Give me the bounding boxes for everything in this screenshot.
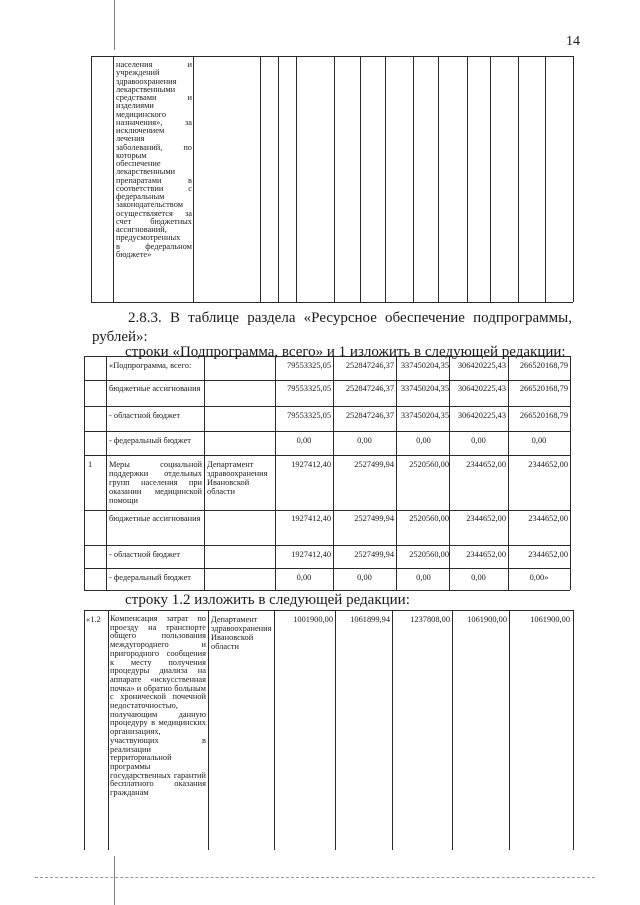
value-cell: 1927412,40 (291, 550, 331, 559)
value-cell: 337450204,35 (400, 411, 449, 420)
value-cell: 1001900,00 (293, 615, 333, 624)
value-cell: 2520560,00 (409, 514, 449, 523)
table-cell-line: медицинского (116, 109, 167, 119)
value-cell: 2344652,00 (528, 550, 568, 559)
value-cell: 0,00 (296, 436, 312, 445)
value-cell: 0,00 (357, 573, 372, 582)
value-cell: 79553325,05 (287, 361, 331, 370)
value-cell: 1061899,94 (350, 615, 390, 624)
table-cell-line: ассигнований, (116, 225, 167, 234)
table-cell-line: федеральным (116, 192, 165, 201)
value-cell: 1061900,00 (467, 615, 507, 624)
value-cell: 2344652,00 (466, 550, 506, 559)
value-cell: 79553325,05 (287, 411, 331, 420)
row-name: - федеральный бюджет (109, 436, 191, 445)
row-name: бюджетные ассигнования (109, 384, 201, 393)
scan-artifact (114, 856, 115, 905)
row-number: «1.2 (86, 615, 101, 624)
value-cell: 337450204,35 (400, 361, 449, 370)
table-cell-line: осуществляется за (116, 208, 192, 218)
value-cell: 2344652,00 (466, 460, 506, 469)
value-cell: 2527499,94 (354, 550, 394, 559)
value-cell: 2344652,00 (466, 514, 506, 523)
value-cell: 2527499,94 (354, 514, 394, 523)
paragraph-line-3: строку 1.2 изложить в следующей редакции: (125, 592, 410, 608)
paragraph-line-1-cont: рублей»: (92, 329, 148, 345)
table-cell-line: бюджете» (116, 249, 152, 259)
value-cell: 252847246,37 (345, 411, 394, 420)
value-cell: 79553325,05 (287, 384, 331, 393)
value-cell: 1061900,00 (530, 615, 570, 624)
table-cell-line: которым (116, 150, 147, 160)
table-cell-line: учреждений (116, 68, 160, 78)
paragraph (92, 309, 572, 347)
table-cell-line: обеспечение (116, 159, 161, 168)
value-cell: 0,00 (416, 573, 431, 582)
value-cell: 252847246,37 (345, 361, 394, 370)
row-name: - областной бюджет (109, 411, 181, 420)
row-name: «Подпрограмма, всего: (109, 361, 192, 370)
table-cell-line: лекарственными (116, 167, 176, 177)
value-cell: 266520168,79 (519, 361, 568, 370)
table-cell-line: населения и (116, 60, 192, 69)
row-name: - федеральный бюджет (109, 573, 191, 582)
value-cell: 0,00 (471, 573, 486, 582)
row-executor: Департамент здравоохранения Ивановской области (207, 460, 268, 496)
table-cell-line: в федеральном (116, 241, 192, 251)
value-cell: 0,00 (416, 436, 431, 445)
table-cell-line: счет бюджетных (116, 216, 192, 226)
table-cell-line: средствами и (116, 93, 192, 102)
row-number: 1 (88, 460, 93, 469)
value-cell: 0,00 (296, 573, 312, 582)
value-cell: 0,00 (531, 436, 547, 445)
row-name: Компенсация затрат по проезду на транспорте общего пользования междугороднего и пригородного сообщения к месту получения процедуры диализа на аппарате «искусственная почка» и обратно больным с хронической почечной недостаточностью, получающим данную процедуру в медицинских организациях, участвующих в реализации территориальной программы государственных гарантий бесплатного оказания гражданам (110, 614, 206, 798)
table-cell-line: заболеваний, по (116, 142, 192, 152)
value-cell: 2520560,00 (409, 460, 449, 469)
page-number: 14 (566, 34, 580, 49)
table-cell-line: здравоохранения (116, 76, 177, 86)
value-cell: 306420225,43 (457, 361, 506, 370)
value-cell: 1237808,00 (410, 615, 450, 624)
paragraph-line-2: строки «Подпрограмма, всего» и 1 изложить в следующей редакции: (125, 344, 566, 360)
value-cell: 2344652,00 (528, 460, 568, 469)
value-cell: 306420225,43 (457, 411, 506, 420)
table-cell-line: исключением (116, 126, 165, 135)
row-name: бюджетные ассигнования (109, 514, 201, 523)
value-cell: 2527499,94 (354, 460, 394, 469)
row-name: - областной бюджет (109, 550, 181, 559)
table-cell-text (116, 61, 192, 259)
value-cell: 1927412,40 (291, 460, 331, 469)
value-cell: 1927412,40 (291, 514, 331, 523)
table-cell-line: предусмотренных (116, 233, 181, 243)
table-cell-line: изделиями (116, 101, 154, 111)
value-cell: 252847246,37 (345, 384, 394, 393)
value-cell: 337450204,35 (400, 384, 449, 393)
value-cell: 0,00» (529, 573, 549, 582)
table-cell-line: препаратами в (116, 175, 192, 185)
value-cell: 266520168,79 (519, 384, 568, 393)
value-cell: 0,00 (357, 436, 372, 445)
value-cell: 2344652,00 (528, 514, 568, 523)
value-cell: 306420225,43 (457, 384, 506, 393)
paragraph-line-1: 2.8.3. В таблице раздела «Ресурсное обеспечение подпрограммы, (128, 310, 572, 326)
scan-artifact (35, 877, 595, 878)
scan-artifact (114, 0, 115, 50)
value-cell: 0,00 (471, 436, 486, 445)
row-name: Меры социальной поддержки отдельных групп населения при оказании медицинской помощи (109, 460, 202, 505)
value-cell: 266520168,79 (519, 411, 568, 420)
table-cell-line: лечения (116, 134, 145, 144)
row-executor: Департамент здравоохранения Ивановской области (211, 615, 272, 651)
value-cell: 2520560,00 (409, 550, 449, 559)
table-cell-line: назначения», за (116, 117, 192, 127)
table-cell-line: лекарственными (116, 84, 176, 94)
table-cell-line: соответствии с (116, 183, 192, 193)
table-cell-line: законодательством (116, 200, 184, 210)
